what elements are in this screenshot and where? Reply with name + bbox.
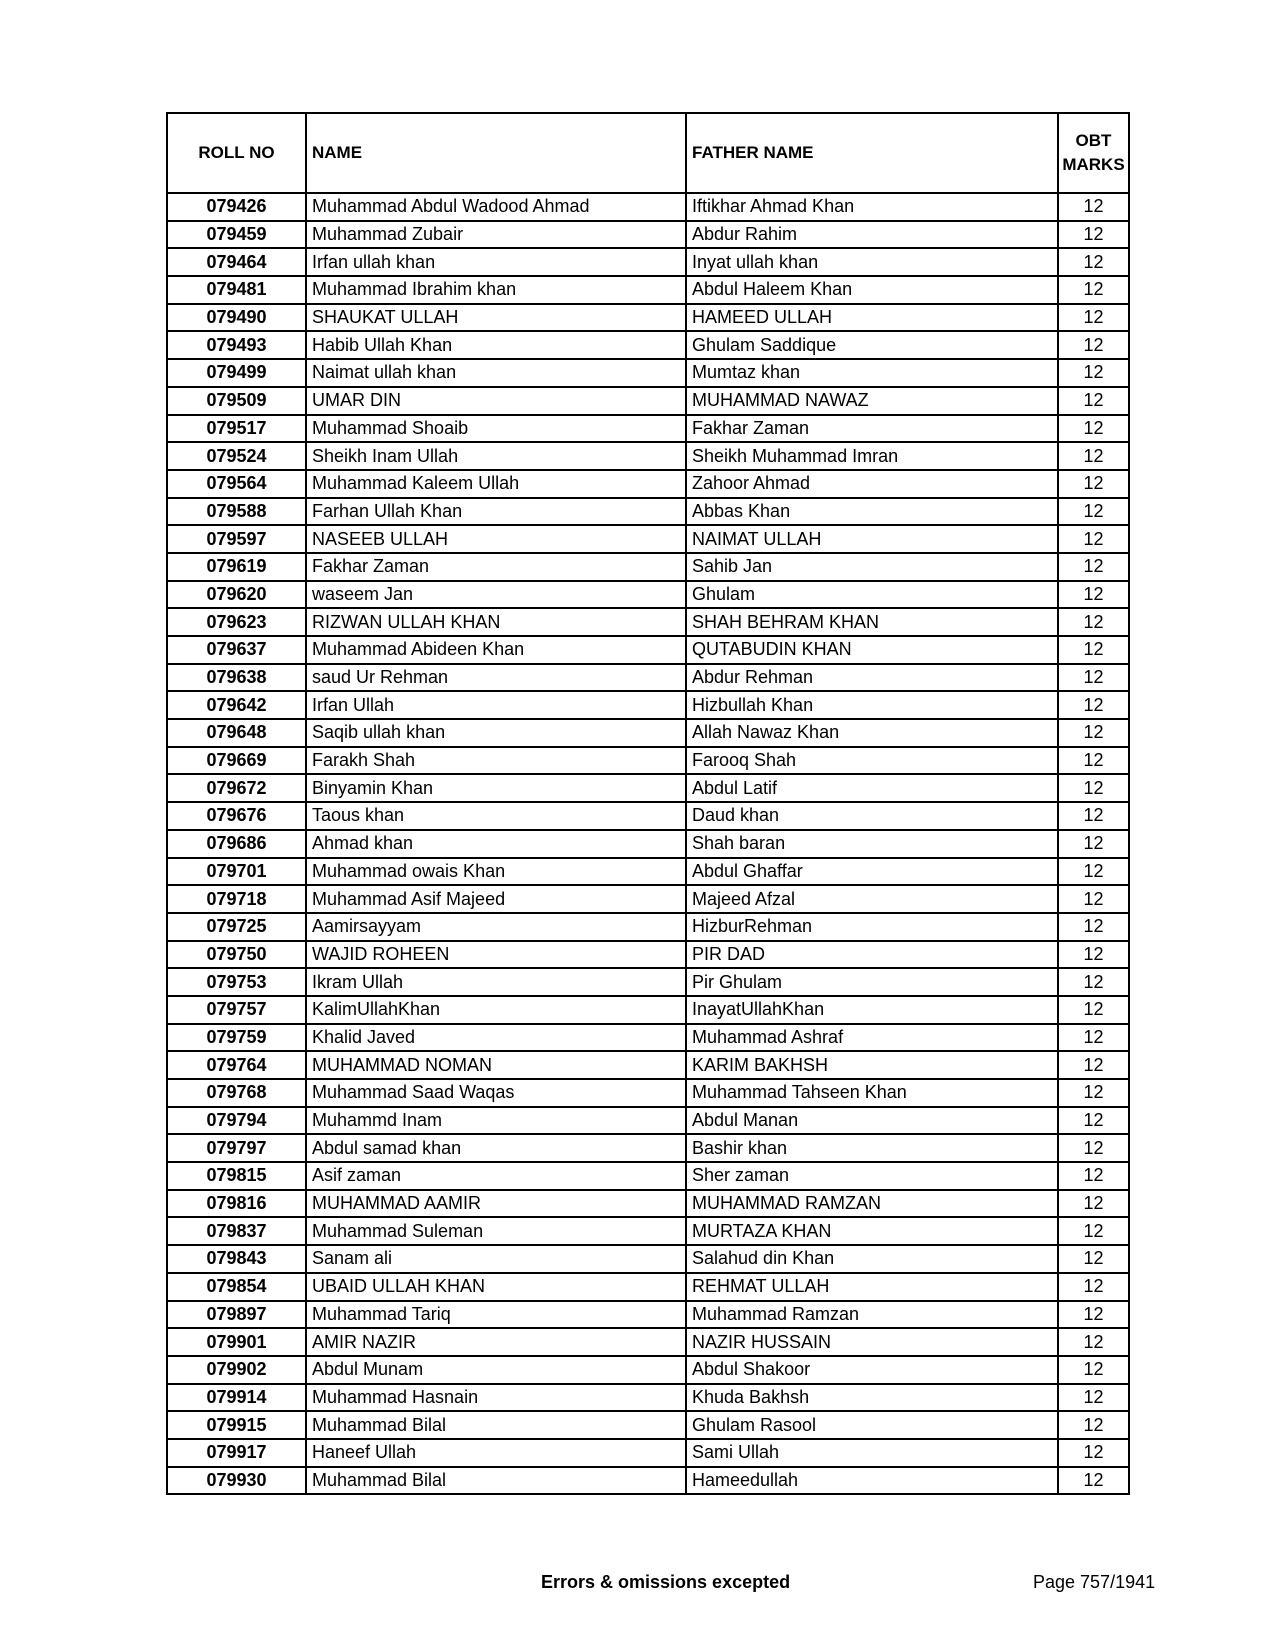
father-name-cell: Allah Nawaz Khan — [686, 719, 1058, 747]
roll-no-cell: 079914 — [167, 1384, 306, 1412]
obt-marks-cell: 12 — [1058, 1217, 1129, 1245]
father-name-cell: MURTAZA KHAN — [686, 1217, 1058, 1245]
father-name-cell: Abdur Rehman — [686, 664, 1058, 692]
name-cell: Muhammad Abdul Wadood Ahmad — [306, 193, 686, 221]
table-row — [167, 276, 1129, 304]
obt-marks-cell: 12 — [1058, 802, 1129, 830]
roll-no-cell: 079588 — [167, 498, 306, 526]
obt-marks-cell: 12 — [1058, 608, 1129, 636]
roll-no-cell: 079619 — [167, 553, 306, 581]
obt-marks-cell: 12 — [1058, 1411, 1129, 1439]
father-name-cell: Inyat ullah khan — [686, 248, 1058, 276]
father-name-cell: Ghulam Saddique — [686, 331, 1058, 359]
name-cell: RIZWAN ULLAH KHAN — [306, 608, 686, 636]
father-name-cell: Abdur Rahim — [686, 221, 1058, 249]
name-cell: Muhammad Kaleem Ullah — [306, 470, 686, 498]
name-cell: Naimat ullah khan — [306, 359, 686, 387]
obt-marks-cell: 12 — [1058, 941, 1129, 969]
name-cell: Muhammad Bilal — [306, 1411, 686, 1439]
roll-no-cell: 079426 — [167, 193, 306, 221]
father-name-cell: Sher zaman — [686, 1162, 1058, 1190]
table-row — [167, 1079, 1129, 1107]
roll-no-cell: 079757 — [167, 996, 306, 1024]
roll-no-cell: 079854 — [167, 1273, 306, 1301]
father-name-cell: Farooq Shah — [686, 747, 1058, 775]
name-cell: UBAID ULLAH KHAN — [306, 1273, 686, 1301]
roll-no-cell: 079490 — [167, 304, 306, 332]
roll-no-cell: 079638 — [167, 664, 306, 692]
roll-no-cell: 079676 — [167, 802, 306, 830]
roll-no-cell: 079843 — [167, 1245, 306, 1273]
table-row — [167, 1245, 1129, 1273]
roll-no-cell: 079642 — [167, 691, 306, 719]
table-row — [167, 1356, 1129, 1384]
name-cell: Haneef Ullah — [306, 1439, 686, 1467]
roll-no-cell: 079797 — [167, 1134, 306, 1162]
name-cell: Muhammad Zubair — [306, 221, 686, 249]
obt-marks-cell: 12 — [1058, 359, 1129, 387]
roll-no-cell: 079564 — [167, 470, 306, 498]
name-cell: Muhammad Hasnain — [306, 1384, 686, 1412]
header-obt-marks-line1: OBT — [1075, 131, 1112, 150]
table-row — [167, 248, 1129, 276]
table-row — [167, 498, 1129, 526]
name-cell: Irfan ullah khan — [306, 248, 686, 276]
roll-no-cell: 079815 — [167, 1162, 306, 1190]
roll-no-cell: 079837 — [167, 1217, 306, 1245]
name-cell: Muhammad Shoaib — [306, 415, 686, 443]
name-cell: Sheikh Inam Ullah — [306, 442, 686, 470]
obt-marks-cell: 12 — [1058, 276, 1129, 304]
roll-no-cell: 079517 — [167, 415, 306, 443]
table-row — [167, 1439, 1129, 1467]
roll-no-cell: 079648 — [167, 719, 306, 747]
father-name-cell: Abdul Haleem Khan — [686, 276, 1058, 304]
father-name-cell: InayatUllahKhan — [686, 996, 1058, 1024]
roll-no-cell: 079459 — [167, 221, 306, 249]
father-name-cell: Abdul Shakoor — [686, 1356, 1058, 1384]
obt-marks-cell: 12 — [1058, 1356, 1129, 1384]
obt-marks-cell: 12 — [1058, 913, 1129, 941]
roll-no-cell: 079897 — [167, 1301, 306, 1329]
father-name-cell: Abdul Ghaffar — [686, 858, 1058, 886]
obt-marks-cell: 12 — [1058, 968, 1129, 996]
name-cell: Saqib ullah khan — [306, 719, 686, 747]
obt-marks-cell: 12 — [1058, 193, 1129, 221]
roll-no-cell: 079597 — [167, 525, 306, 553]
table-row — [167, 470, 1129, 498]
name-cell: Irfan Ullah — [306, 691, 686, 719]
name-cell: WAJID ROHEEN — [306, 941, 686, 969]
father-name-cell: Sahib Jan — [686, 553, 1058, 581]
obt-marks-cell: 12 — [1058, 719, 1129, 747]
table-row — [167, 1411, 1129, 1439]
table-row — [167, 968, 1129, 996]
obt-marks-cell: 12 — [1058, 1328, 1129, 1356]
table-row — [167, 1384, 1129, 1412]
roll-no-cell: 079794 — [167, 1107, 306, 1135]
obt-marks-cell: 12 — [1058, 1467, 1129, 1495]
name-cell: Muhammad Asif Majeed — [306, 885, 686, 913]
table-row — [167, 1107, 1129, 1135]
father-name-cell: Sheikh Muhammad Imran — [686, 442, 1058, 470]
table-row — [167, 331, 1129, 359]
father-name-cell: MUHAMMAD RAMZAN — [686, 1190, 1058, 1218]
name-cell: KalimUllahKhan — [306, 996, 686, 1024]
father-name-cell: Salahud din Khan — [686, 1245, 1058, 1273]
results-table — [166, 112, 1130, 1495]
name-cell: Ikram Ullah — [306, 968, 686, 996]
roll-no-cell: 079686 — [167, 830, 306, 858]
obt-marks-cell: 12 — [1058, 470, 1129, 498]
roll-no-cell: 079718 — [167, 885, 306, 913]
table-row — [167, 636, 1129, 664]
table-row — [167, 996, 1129, 1024]
roll-no-cell: 079759 — [167, 1024, 306, 1052]
father-name-cell: Muhammad Ashraf — [686, 1024, 1058, 1052]
name-cell: SHAUKAT ULLAH — [306, 304, 686, 332]
roll-no-cell: 079753 — [167, 968, 306, 996]
name-cell: waseem Jan — [306, 581, 686, 609]
name-cell: Sanam ali — [306, 1245, 686, 1273]
father-name-cell: HAMEED ULLAH — [686, 304, 1058, 332]
name-cell: MUHAMMAD AAMIR — [306, 1190, 686, 1218]
obt-marks-cell: 12 — [1058, 664, 1129, 692]
obt-marks-cell: 12 — [1058, 498, 1129, 526]
table-header-row — [167, 113, 1129, 193]
obt-marks-cell: 12 — [1058, 1439, 1129, 1467]
obt-marks-cell: 12 — [1058, 1051, 1129, 1079]
name-cell: Muhammad Tariq — [306, 1301, 686, 1329]
obt-marks-cell: 12 — [1058, 331, 1129, 359]
father-name-cell: Ghulam — [686, 581, 1058, 609]
roll-no-cell: 079915 — [167, 1411, 306, 1439]
name-cell: NASEEB ULLAH — [306, 525, 686, 553]
name-cell: Fakhar Zaman — [306, 553, 686, 581]
roll-no-cell: 079750 — [167, 941, 306, 969]
father-name-cell: Fakhar Zaman — [686, 415, 1058, 443]
table-row — [167, 664, 1129, 692]
obt-marks-cell: 12 — [1058, 1301, 1129, 1329]
name-cell: Muhammad Bilal — [306, 1467, 686, 1495]
obt-marks-cell: 12 — [1058, 747, 1129, 775]
obt-marks-cell: 12 — [1058, 525, 1129, 553]
obt-marks-cell: 12 — [1058, 1107, 1129, 1135]
name-cell: Abdul samad khan — [306, 1134, 686, 1162]
obt-marks-cell: 12 — [1058, 415, 1129, 443]
name-cell: Muhammd Inam — [306, 1107, 686, 1135]
roll-no-cell: 079623 — [167, 608, 306, 636]
obt-marks-cell: 12 — [1058, 774, 1129, 802]
roll-no-cell: 079637 — [167, 636, 306, 664]
father-name-cell: Muhammad Tahseen Khan — [686, 1079, 1058, 1107]
father-name-cell: REHMAT ULLAH — [686, 1273, 1058, 1301]
table-row — [167, 1301, 1129, 1329]
table-row — [167, 608, 1129, 636]
roll-no-cell: 079620 — [167, 581, 306, 609]
father-name-cell: Majeed Afzal — [686, 885, 1058, 913]
roll-no-cell: 079669 — [167, 747, 306, 775]
father-name-cell: Daud khan — [686, 802, 1058, 830]
table-row — [167, 359, 1129, 387]
roll-no-cell: 079816 — [167, 1190, 306, 1218]
header-father-name: FATHER NAME — [686, 113, 1058, 193]
father-name-cell: Shah baran — [686, 830, 1058, 858]
table-row — [167, 442, 1129, 470]
name-cell: Muhammad owais Khan — [306, 858, 686, 886]
name-cell: Muhammad Saad Waqas — [306, 1079, 686, 1107]
father-name-cell: Mumtaz khan — [686, 359, 1058, 387]
roll-no-cell: 079917 — [167, 1439, 306, 1467]
father-name-cell: Zahoor Ahmad — [686, 470, 1058, 498]
obt-marks-cell: 12 — [1058, 691, 1129, 719]
obt-marks-cell: 12 — [1058, 221, 1129, 249]
table-row — [167, 387, 1129, 415]
roll-no-cell: 079499 — [167, 359, 306, 387]
father-name-cell: Hizbullah Khan — [686, 691, 1058, 719]
header-roll-no: ROLL NO — [167, 113, 306, 193]
table-row — [167, 1328, 1129, 1356]
table-row — [167, 525, 1129, 553]
obt-marks-cell: 12 — [1058, 581, 1129, 609]
father-name-cell: Khuda Bakhsh — [686, 1384, 1058, 1412]
table-row — [167, 1467, 1129, 1495]
father-name-cell: Ghulam Rasool — [686, 1411, 1058, 1439]
father-name-cell: KARIM BAKHSH — [686, 1051, 1058, 1079]
roll-no-cell: 079725 — [167, 913, 306, 941]
obt-marks-cell: 12 — [1058, 1190, 1129, 1218]
obt-marks-cell: 12 — [1058, 387, 1129, 415]
roll-no-cell: 079464 — [167, 248, 306, 276]
table-row — [167, 304, 1129, 332]
table-row — [167, 774, 1129, 802]
name-cell: Muhammad Suleman — [306, 1217, 686, 1245]
father-name-cell: Hameedullah — [686, 1467, 1058, 1495]
table-row — [167, 1190, 1129, 1218]
obt-marks-cell: 12 — [1058, 636, 1129, 664]
footer-disclaimer: Errors & omissions excepted — [541, 1572, 791, 1592]
name-cell: Binyamin Khan — [306, 774, 686, 802]
table-row — [167, 221, 1129, 249]
name-cell: Farakh Shah — [306, 747, 686, 775]
father-name-cell: Iftikhar Ahmad Khan — [686, 193, 1058, 221]
table-row — [167, 415, 1129, 443]
roll-no-cell: 079902 — [167, 1356, 306, 1384]
name-cell: Abdul Munam — [306, 1356, 686, 1384]
father-name-cell: QUTABUDIN KHAN — [686, 636, 1058, 664]
name-cell: AMIR NAZIR — [306, 1328, 686, 1356]
father-name-cell: HizburRehman — [686, 913, 1058, 941]
table-row — [167, 913, 1129, 941]
roll-no-cell: 079701 — [167, 858, 306, 886]
father-name-cell: Muhammad Ramzan — [686, 1301, 1058, 1329]
header-obt-marks — [1058, 113, 1129, 193]
table-row — [167, 1051, 1129, 1079]
table-row — [167, 858, 1129, 886]
obt-marks-cell: 12 — [1058, 248, 1129, 276]
table-row — [167, 691, 1129, 719]
table-row — [167, 830, 1129, 858]
roll-no-cell: 079524 — [167, 442, 306, 470]
name-cell: Habib Ullah Khan — [306, 331, 686, 359]
name-cell: Asif zaman — [306, 1162, 686, 1190]
table-row — [167, 553, 1129, 581]
obt-marks-cell: 12 — [1058, 1162, 1129, 1190]
obt-marks-cell: 12 — [1058, 1384, 1129, 1412]
table-row — [167, 941, 1129, 969]
table-row — [167, 1273, 1129, 1301]
obt-marks-cell: 12 — [1058, 996, 1129, 1024]
roll-no-cell: 079672 — [167, 774, 306, 802]
father-name-cell: Sami Ullah — [686, 1439, 1058, 1467]
name-cell: Khalid Javed — [306, 1024, 686, 1052]
obt-marks-cell: 12 — [1058, 553, 1129, 581]
obt-marks-cell: 12 — [1058, 1024, 1129, 1052]
table-row — [167, 193, 1129, 221]
name-cell: Taous khan — [306, 802, 686, 830]
obt-marks-cell: 12 — [1058, 1134, 1129, 1162]
father-name-cell: Abdul Latif — [686, 774, 1058, 802]
roll-no-cell: 079509 — [167, 387, 306, 415]
father-name-cell: Bashir khan — [686, 1134, 1058, 1162]
father-name-cell: Abbas Khan — [686, 498, 1058, 526]
roll-no-cell: 079768 — [167, 1079, 306, 1107]
father-name-cell: MUHAMMAD NAWAZ — [686, 387, 1058, 415]
obt-marks-cell: 12 — [1058, 1245, 1129, 1273]
name-cell: MUHAMMAD NOMAN — [306, 1051, 686, 1079]
father-name-cell: Pir Ghulam — [686, 968, 1058, 996]
table-row — [167, 1134, 1129, 1162]
name-cell: Muhammad Ibrahim khan — [306, 276, 686, 304]
name-cell: UMAR DIN — [306, 387, 686, 415]
table-row — [167, 885, 1129, 913]
name-cell: saud Ur Rehman — [306, 664, 686, 692]
obt-marks-cell: 12 — [1058, 1079, 1129, 1107]
name-cell: Ahmad khan — [306, 830, 686, 858]
father-name-cell: SHAH BEHRAM KHAN — [686, 608, 1058, 636]
father-name-cell: NAIMAT ULLAH — [686, 525, 1058, 553]
table-row — [167, 1162, 1129, 1190]
roll-no-cell: 079481 — [167, 276, 306, 304]
obt-marks-cell: 12 — [1058, 1273, 1129, 1301]
name-cell: Farhan Ullah Khan — [306, 498, 686, 526]
table-row — [167, 802, 1129, 830]
obt-marks-cell: 12 — [1058, 885, 1129, 913]
header-name: NAME — [306, 113, 686, 193]
father-name-cell: NAZIR HUSSAIN — [686, 1328, 1058, 1356]
page-number: Page 757/1941 — [1033, 1572, 1156, 1592]
table-row — [167, 719, 1129, 747]
obt-marks-cell: 12 — [1058, 442, 1129, 470]
table-row — [167, 747, 1129, 775]
table-row — [167, 1217, 1129, 1245]
roll-no-cell: 079930 — [167, 1467, 306, 1495]
table-row — [167, 1024, 1129, 1052]
father-name-cell: PIR DAD — [686, 941, 1058, 969]
roll-no-cell: 079764 — [167, 1051, 306, 1079]
father-name-cell: Abdul Manan — [686, 1107, 1058, 1135]
obt-marks-cell: 12 — [1058, 830, 1129, 858]
obt-marks-cell: 12 — [1058, 858, 1129, 886]
header-obt-marks-line2: MARKS — [1062, 155, 1125, 174]
roll-no-cell: 079901 — [167, 1328, 306, 1356]
obt-marks-cell: 12 — [1058, 304, 1129, 332]
name-cell: Aamirsayyam — [306, 913, 686, 941]
table-row — [167, 581, 1129, 609]
name-cell: Muhammad Abideen Khan — [306, 636, 686, 664]
roll-no-cell: 079493 — [167, 331, 306, 359]
